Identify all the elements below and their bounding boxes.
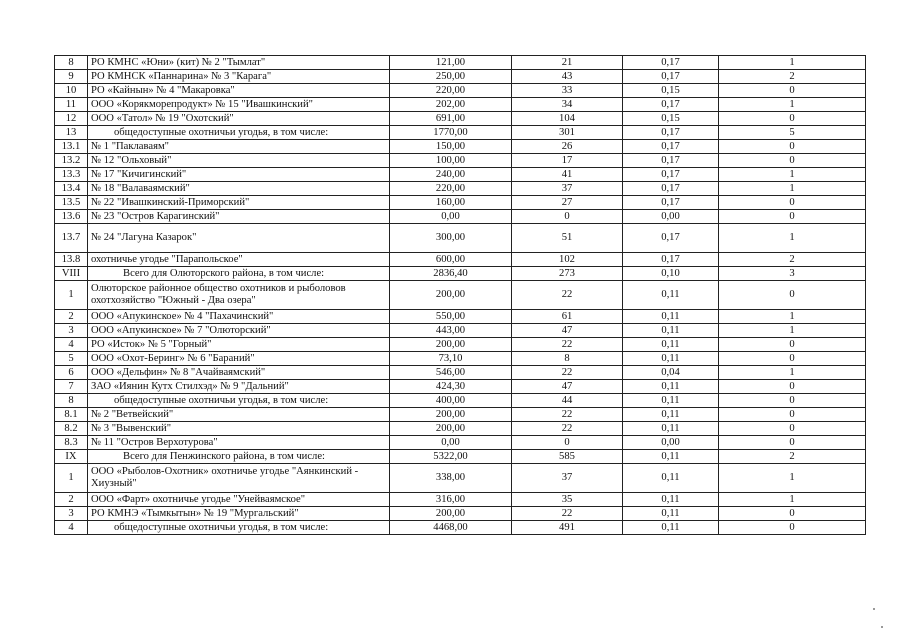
quota-cell: 2 <box>719 253 866 267</box>
quota-rate-cell: 0,17 <box>623 253 719 267</box>
quota-cell: 1 <box>719 224 866 253</box>
quota-cell: 0 <box>719 408 866 422</box>
quota-cell: 2 <box>719 450 866 464</box>
table-row <box>55 210 866 224</box>
area-cell: 338,00 <box>390 464 512 493</box>
scan-speck <box>873 608 875 610</box>
row-number-cell: 12 <box>55 112 88 126</box>
area-cell: 443,00 <box>390 324 512 338</box>
hunting-ground-name-cell: РО КМНСК «Паннарина» № 3 "Карага" <box>88 70 390 84</box>
hunting-ground-name-cell: ООО «Фарт» охотничье угодье "Унейваямское" <box>88 493 390 507</box>
row-number-cell: 13.2 <box>55 154 88 168</box>
row-number-cell: 11 <box>55 98 88 112</box>
table-row <box>55 464 866 493</box>
hunting-ground-name-cell: общедоступные охотничьи угодья, в том числе: <box>88 126 390 140</box>
table-row <box>55 253 866 267</box>
area-cell: 2836,40 <box>390 267 512 281</box>
quota-rate-cell: 0,17 <box>623 126 719 140</box>
quota-rate-cell: 0,17 <box>623 196 719 210</box>
hunting-ground-name-cell: № 11 "Остров Верхотурова" <box>88 436 390 450</box>
population-count-cell: 585 <box>512 450 623 464</box>
hunting-ground-name-cell: ЗАО «Иянин Кутх Стилхэд» № 9 "Дальний" <box>88 380 390 394</box>
area-cell: 424,30 <box>390 380 512 394</box>
hunting-ground-name-cell: ООО «Апукинское» № 7 "Олюторский" <box>88 324 390 338</box>
quota-cell: 0 <box>719 112 866 126</box>
table-row <box>55 507 866 521</box>
table-row <box>55 338 866 352</box>
hunting-ground-name-cell: ООО «Татол» № 19 "Охотский" <box>88 112 390 126</box>
row-number-cell: 13 <box>55 126 88 140</box>
table-row <box>55 126 866 140</box>
quota-cell: 1 <box>719 98 866 112</box>
table-row <box>55 352 866 366</box>
hunting-ground-name-cell: РО «Кайнын» № 4 "Макаровка" <box>88 84 390 98</box>
hunting-ground-name-cell: РО КМНС «Юни» (кит) № 2 "Тымлат" <box>88 56 390 70</box>
table-row <box>55 140 866 154</box>
table-row <box>55 168 866 182</box>
hunting-ground-name-cell: ООО «Дельфин» № 8 "Ачайваямский" <box>88 366 390 380</box>
quota-cell: 0 <box>719 422 866 436</box>
row-number-cell: 10 <box>55 84 88 98</box>
row-number-cell: 13.5 <box>55 196 88 210</box>
quota-cell: 0 <box>719 436 866 450</box>
population-count-cell: 27 <box>512 196 623 210</box>
quota-cell: 1 <box>719 168 866 182</box>
quota-rate-cell: 0,17 <box>623 70 719 84</box>
quota-rate-cell: 0,17 <box>623 154 719 168</box>
table-row <box>55 196 866 210</box>
population-count-cell: 37 <box>512 464 623 493</box>
hunting-ground-name-cell: Олюторское районное общество охотников и рыболовов охотхозяйство "Южный - Два озера" <box>88 281 390 310</box>
row-number-cell: 8.2 <box>55 422 88 436</box>
quota-rate-cell: 0,11 <box>623 450 719 464</box>
table-row <box>55 267 866 281</box>
table-row <box>55 408 866 422</box>
scan-speck <box>881 626 883 628</box>
table-row <box>55 493 866 507</box>
population-count-cell: 21 <box>512 56 623 70</box>
area-cell: 546,00 <box>390 366 512 380</box>
area-cell: 250,00 <box>390 70 512 84</box>
row-number-cell: VIII <box>55 267 88 281</box>
area-cell: 121,00 <box>390 56 512 70</box>
population-count-cell: 22 <box>512 422 623 436</box>
row-number-cell: 4 <box>55 338 88 352</box>
area-cell: 100,00 <box>390 154 512 168</box>
quota-rate-cell: 0,11 <box>623 324 719 338</box>
hunting-ground-name-cell: № 17 "Кичигинский" <box>88 168 390 182</box>
quota-rate-cell: 0,10 <box>623 267 719 281</box>
area-cell: 220,00 <box>390 84 512 98</box>
population-count-cell: 35 <box>512 493 623 507</box>
quota-rate-cell: 0,17 <box>623 182 719 196</box>
quota-rate-cell: 0,17 <box>623 224 719 253</box>
quota-rate-cell: 0,00 <box>623 210 719 224</box>
population-count-cell: 22 <box>512 281 623 310</box>
population-count-cell: 17 <box>512 154 623 168</box>
row-number-cell: 8.1 <box>55 408 88 422</box>
quota-cell: 0 <box>719 507 866 521</box>
row-number-cell: 8 <box>55 56 88 70</box>
population-count-cell: 491 <box>512 521 623 535</box>
quota-rate-cell: 0,11 <box>623 464 719 493</box>
hunting-ground-name-cell: № 24 "Лагуна Казарок" <box>88 224 390 253</box>
row-number-cell: 6 <box>55 366 88 380</box>
quota-rate-cell: 0,11 <box>623 380 719 394</box>
hunting-ground-name-cell: Всего для Олюторского района, в том числе: <box>88 267 390 281</box>
row-number-cell: 13.8 <box>55 253 88 267</box>
quota-rate-cell: 0,00 <box>623 436 719 450</box>
table-row <box>55 394 866 408</box>
population-count-cell: 22 <box>512 366 623 380</box>
area-cell: 0,00 <box>390 210 512 224</box>
population-count-cell: 22 <box>512 338 623 352</box>
quota-rate-cell: 0,17 <box>623 140 719 154</box>
row-number-cell: 1 <box>55 464 88 493</box>
table-row <box>55 84 866 98</box>
population-count-cell: 0 <box>512 436 623 450</box>
population-count-cell: 102 <box>512 253 623 267</box>
table-row <box>55 521 866 535</box>
quota-rate-cell: 0,17 <box>623 56 719 70</box>
quota-rate-cell: 0,11 <box>623 493 719 507</box>
population-count-cell: 61 <box>512 310 623 324</box>
population-count-cell: 44 <box>512 394 623 408</box>
population-count-cell: 22 <box>512 408 623 422</box>
row-number-cell: 3 <box>55 324 88 338</box>
row-number-cell: 9 <box>55 70 88 84</box>
row-number-cell: 1 <box>55 281 88 310</box>
quota-cell: 5 <box>719 126 866 140</box>
row-number-cell: 7 <box>55 380 88 394</box>
quota-cell: 0 <box>719 140 866 154</box>
population-count-cell: 37 <box>512 182 623 196</box>
population-count-cell: 41 <box>512 168 623 182</box>
quota-rate-cell: 0,11 <box>623 408 719 422</box>
table-row <box>55 56 866 70</box>
table-row <box>55 281 866 310</box>
hunting-ground-name-cell: охотничье угодье "Парапольское" <box>88 253 390 267</box>
quota-cell: 0 <box>719 281 866 310</box>
area-cell: 220,00 <box>390 182 512 196</box>
area-cell: 160,00 <box>390 196 512 210</box>
table-row <box>55 380 866 394</box>
quota-cell: 0 <box>719 84 866 98</box>
quota-rate-cell: 0,15 <box>623 84 719 98</box>
quota-rate-cell: 0,11 <box>623 281 719 310</box>
table-row <box>55 70 866 84</box>
area-cell: 150,00 <box>390 140 512 154</box>
area-cell: 200,00 <box>390 281 512 310</box>
table-row <box>55 450 866 464</box>
table-row <box>55 224 866 253</box>
quota-cell: 1 <box>719 182 866 196</box>
quota-cell: 0 <box>719 210 866 224</box>
area-cell: 691,00 <box>390 112 512 126</box>
area-cell: 550,00 <box>390 310 512 324</box>
quota-rate-cell: 0,11 <box>623 310 719 324</box>
table-row <box>55 182 866 196</box>
population-count-cell: 104 <box>512 112 623 126</box>
row-number-cell: 8.3 <box>55 436 88 450</box>
quota-cell: 0 <box>719 196 866 210</box>
area-cell: 240,00 <box>390 168 512 182</box>
area-cell: 600,00 <box>390 253 512 267</box>
population-count-cell: 43 <box>512 70 623 84</box>
quota-cell: 2 <box>719 70 866 84</box>
hunting-ground-name-cell: Всего для Пенжинского района, в том числе: <box>88 450 390 464</box>
quota-rate-cell: 0,11 <box>623 394 719 408</box>
quota-rate-cell: 0,11 <box>623 507 719 521</box>
quota-rate-cell: 0,11 <box>623 422 719 436</box>
hunting-ground-name-cell: общедоступные охотничьи угодья, в том числе: <box>88 521 390 535</box>
quota-rate-cell: 0,04 <box>623 366 719 380</box>
population-count-cell: 47 <box>512 324 623 338</box>
area-cell: 0,00 <box>390 436 512 450</box>
row-number-cell: 3 <box>55 507 88 521</box>
quota-rate-cell: 0,15 <box>623 112 719 126</box>
row-number-cell: 8 <box>55 394 88 408</box>
hunting-ground-name-cell: № 18 "Валаваямский" <box>88 182 390 196</box>
area-cell: 200,00 <box>390 408 512 422</box>
area-cell: 200,00 <box>390 422 512 436</box>
hunting-ground-name-cell: ООО «Корякморепродукт» № 15 "Ивашкинский" <box>88 98 390 112</box>
hunting-ground-name-cell: РО «Исток» № 5 "Горный" <box>88 338 390 352</box>
population-count-cell: 0 <box>512 210 623 224</box>
area-cell: 200,00 <box>390 338 512 352</box>
area-cell: 5322,00 <box>390 450 512 464</box>
row-number-cell: 2 <box>55 310 88 324</box>
quota-rate-cell: 0,11 <box>623 338 719 352</box>
quota-cell: 1 <box>719 493 866 507</box>
table-row <box>55 436 866 450</box>
area-cell: 316,00 <box>390 493 512 507</box>
table-body <box>55 56 866 535</box>
area-cell: 1770,00 <box>390 126 512 140</box>
area-cell: 200,00 <box>390 507 512 521</box>
row-number-cell: 2 <box>55 493 88 507</box>
row-number-cell: 4 <box>55 521 88 535</box>
table-row <box>55 310 866 324</box>
table-row <box>55 422 866 436</box>
quota-cell: 0 <box>719 338 866 352</box>
area-cell: 300,00 <box>390 224 512 253</box>
population-count-cell: 33 <box>512 84 623 98</box>
row-number-cell: 13.6 <box>55 210 88 224</box>
hunting-ground-name-cell: РО КМНЭ «Тымкытын» № 19 "Мургальский" <box>88 507 390 521</box>
quota-cell: 1 <box>719 324 866 338</box>
population-count-cell: 34 <box>512 98 623 112</box>
area-cell: 4468,00 <box>390 521 512 535</box>
population-count-cell: 8 <box>512 352 623 366</box>
quota-rate-cell: 0,11 <box>623 352 719 366</box>
row-number-cell: IX <box>55 450 88 464</box>
hunting-ground-name-cell: ООО «Рыболов-Охотник» охотничье угодье "Аянкинский - Хиузный" <box>88 464 390 493</box>
quota-cell: 3 <box>719 267 866 281</box>
population-count-cell: 47 <box>512 380 623 394</box>
row-number-cell: 13.3 <box>55 168 88 182</box>
quota-rate-cell: 0,17 <box>623 98 719 112</box>
quota-cell: 0 <box>719 154 866 168</box>
row-number-cell: 13.7 <box>55 224 88 253</box>
hunting-ground-name-cell: № 22 "Ивашкинский-Приморский" <box>88 196 390 210</box>
table-row <box>55 112 866 126</box>
table-row <box>55 154 866 168</box>
quota-rate-cell: 0,17 <box>623 168 719 182</box>
area-cell: 73,10 <box>390 352 512 366</box>
table-row <box>55 98 866 112</box>
population-count-cell: 301 <box>512 126 623 140</box>
hunting-ground-name-cell: № 1 "Паклаваям" <box>88 140 390 154</box>
population-count-cell: 22 <box>512 507 623 521</box>
area-cell: 202,00 <box>390 98 512 112</box>
quota-cell: 1 <box>719 366 866 380</box>
row-number-cell: 13.4 <box>55 182 88 196</box>
hunting-ground-name-cell: № 12 "Ольховый" <box>88 154 390 168</box>
hunting-ground-name-cell: № 3 "Вывенский" <box>88 422 390 436</box>
quota-cell: 1 <box>719 464 866 493</box>
area-cell: 400,00 <box>390 394 512 408</box>
population-count-cell: 273 <box>512 267 623 281</box>
row-number-cell: 13.1 <box>55 140 88 154</box>
hunting-ground-name-cell: ООО «Апукинское» № 4 "Пахачинский" <box>88 310 390 324</box>
hunting-quota-table <box>54 55 866 535</box>
row-number-cell: 5 <box>55 352 88 366</box>
quota-cell: 1 <box>719 56 866 70</box>
quota-cell: 0 <box>719 380 866 394</box>
quota-rate-cell: 0,11 <box>623 521 719 535</box>
quota-cell: 1 <box>719 310 866 324</box>
hunting-ground-name-cell: общедоступные охотничьи угодья, в том числе: <box>88 394 390 408</box>
quota-cell: 0 <box>719 521 866 535</box>
hunting-ground-name-cell: ООО «Охот-Беринг» № 6 "Бараний" <box>88 352 390 366</box>
table-row <box>55 324 866 338</box>
quota-cell: 0 <box>719 352 866 366</box>
hunting-ground-name-cell: № 2 "Ветвейский" <box>88 408 390 422</box>
population-count-cell: 51 <box>512 224 623 253</box>
population-count-cell: 26 <box>512 140 623 154</box>
quota-cell: 0 <box>719 394 866 408</box>
hunting-ground-name-cell: № 23 "Остров Карагинский" <box>88 210 390 224</box>
table-row <box>55 366 866 380</box>
